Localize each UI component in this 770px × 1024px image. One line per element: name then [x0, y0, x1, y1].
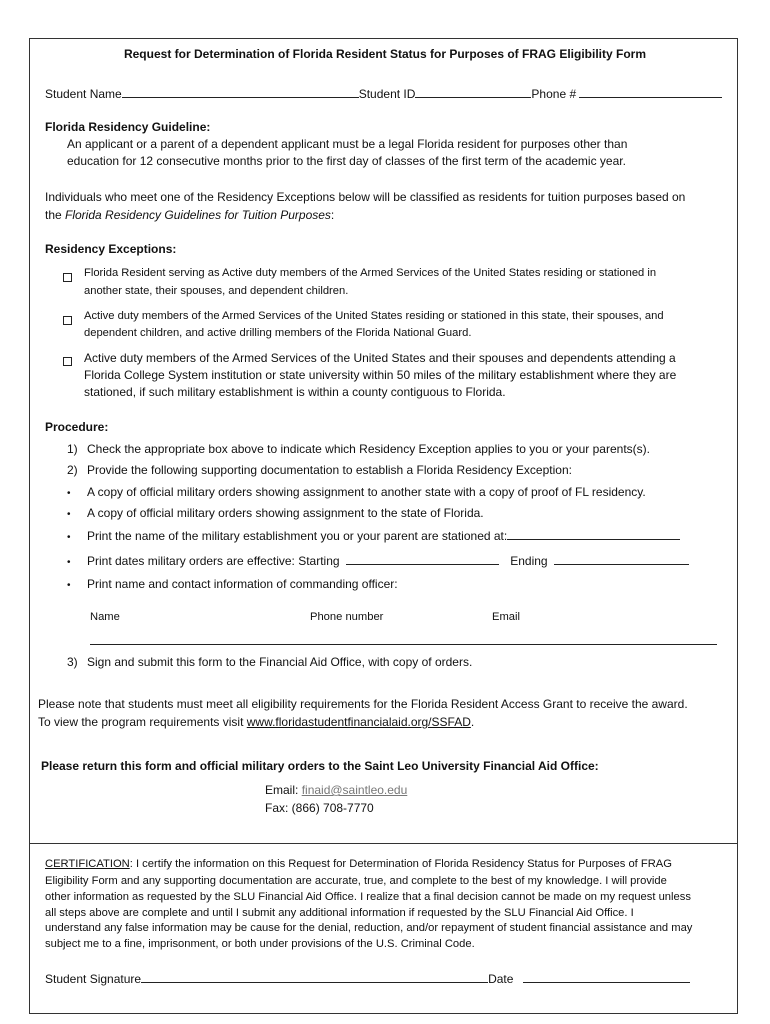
note-line2-suffix: . — [470, 715, 475, 729]
bullet-text: A copy of official military orders showing assignment to the state of Florida. — [87, 506, 484, 520]
guidelines-title: Florida Residency Guidelines for Tuition Purposes — [65, 208, 331, 222]
step-text: Provide the following supporting documentation to establish a Florida Residency Exception: — [87, 463, 572, 477]
guideline-line1: An applicant or a parent of a dependent applicant must be a legal Florida resident for purposes other than — [67, 137, 628, 151]
student-signature-field[interactable] — [141, 970, 488, 983]
exception-1-checkbox[interactable] — [63, 269, 72, 287]
officer-phone-label: Phone number — [310, 611, 384, 623]
intro-line1: Individuals who meet one of the Residency Exceptions below will be classified as residents for tuition purposes based on — [45, 190, 686, 204]
bullet-text: A copy of official military orders showing assignment to another state with a copy of proof of FL residency. — [87, 485, 646, 499]
ending-date-field[interactable] — [554, 552, 689, 565]
procedure-step-1 — [67, 442, 650, 456]
student-name-field[interactable] — [122, 85, 359, 98]
checkbox-icon — [63, 316, 72, 325]
intro-line2 — [45, 208, 334, 222]
certification-line2: Eligibility Form and any supporting documentation are accurate, true, and complete to the best of my knowledge. I will provide — [45, 875, 667, 887]
step-number: 2) — [67, 463, 78, 477]
guideline-line2: education for 12 consecutive months prior to the first day of classes of the first term of the academic year. — [67, 154, 626, 168]
military-establishment-field[interactable] — [507, 527, 680, 540]
note-line2-prefix: To view the program requirements visit — [38, 715, 247, 729]
officer-email-label: Email — [492, 611, 520, 623]
bullet-text: Print the name of the military establishment you or your parent are stationed at: — [87, 529, 508, 543]
procedure-step-3 — [67, 655, 472, 669]
checkbox-icon — [63, 357, 72, 366]
bullet-icon: • — [67, 580, 71, 591]
bullet-icon: • — [67, 557, 71, 568]
exception-2-line2: dependent children, and active drilling members of the Florida National Guard. — [84, 327, 472, 339]
procedure-heading: Procedure: — [45, 420, 109, 434]
signature-row — [45, 970, 690, 986]
date-label: Date — [488, 972, 514, 986]
exception-3-checkbox[interactable] — [63, 353, 72, 371]
step-number: 1) — [67, 442, 78, 456]
bullet-icon: • — [67, 488, 71, 499]
student-id-field[interactable] — [415, 85, 531, 98]
officer-contact-field[interactable] — [90, 644, 717, 645]
procedure-officer-row — [67, 577, 398, 591]
form-title-text: Request for Determination of Florida Resident Status for Purposes of FRAG Eligibility Form — [123, 47, 647, 61]
return-heading: Please return this form and official military orders to the Saint Leo University Financial Aid Office: — [41, 759, 599, 773]
procedure-bullet-3 — [67, 527, 680, 543]
email-label: Email: — [265, 783, 302, 797]
certification-line5: understand any false information may be cause for the denial, reduction, and/or repayment of student financial assistance and may — [45, 922, 693, 934]
certification-line3: other information as requested by the SLU Financial Aid Office. I realize that a final decision cannot be made on my request unless — [45, 891, 691, 903]
exception-2-line1: Active duty members of the Armed Services of the United States residing or stationed in this state, their spouses, and — [84, 310, 664, 322]
note-line1: Please note that students must meet all eligibility requirements for the Florida Resident Access Grant to receive the award. — [38, 697, 688, 711]
certification-line6: subject me to a fine, imprisonment, or both under provisions of the U.S. Criminal Code. — [45, 938, 475, 950]
certification-line4: all steps above are complete and until I submit any additional information if requested by the SLU Financial Aid Office. I — [45, 907, 634, 919]
intro-line2-suffix: : — [330, 208, 335, 222]
exception-1-line1: Florida Resident serving as Active duty members of the Armed Services of the United States residing or stationed in — [84, 267, 657, 279]
program-requirements-link[interactable]: www.floridastudentfinancialaid.org/SSFAD — [246, 715, 471, 729]
officer-name-label: Name — [90, 611, 120, 623]
procedure-step-2 — [67, 463, 572, 477]
step-text: Sign and submit this form to the Financial Aid Office, with copy of orders. — [87, 655, 473, 669]
note-line2 — [38, 715, 474, 729]
student-id-label: Student ID — [358, 87, 416, 101]
ending-label: Ending — [510, 554, 548, 568]
phone-label: Phone # — [531, 87, 577, 101]
financial-aid-email-link[interactable]: finaid@saintleo.edu — [301, 783, 408, 797]
guideline-heading: Florida Residency Guideline: — [45, 120, 211, 134]
section-divider — [29, 843, 738, 844]
exception-1-line2: another state, their spouses, and dependent children. — [84, 285, 349, 297]
exception-3-line1: Active duty members of the Armed Services of the United States and their spouses and dependents attending a — [84, 351, 676, 365]
procedure-bullet-2 — [67, 506, 484, 520]
exception-2-checkbox[interactable] — [63, 312, 72, 330]
form-title — [0, 47, 770, 61]
dates-label: Print dates military orders are effective: Starting — [87, 554, 340, 568]
certification-line1 — [45, 858, 672, 870]
starting-date-field[interactable] — [346, 552, 499, 565]
step-text: Check the appropriate box above to indicate which Residency Exception applies to you or your parents(s). — [87, 442, 650, 456]
certification-label: CERTIFICATION — [45, 858, 130, 870]
procedure-bullet-1 — [67, 485, 646, 499]
signature-date-field[interactable] — [523, 970, 690, 983]
exception-3-line2: Florida College System institution or state university within 50 miles of the military establishment where they are — [84, 368, 677, 382]
signature-label: Student Signature — [45, 972, 142, 986]
exceptions-heading: Residency Exceptions: — [45, 242, 177, 256]
officer-label: Print name and contact information of commanding officer: — [87, 577, 398, 591]
intro-line2-prefix: the — [45, 208, 66, 222]
exception-3-line3: stationed, if such military establishment is within a county contiguous to Florida. — [84, 385, 506, 399]
student-fields-row — [45, 85, 722, 101]
procedure-dates-row — [67, 552, 689, 568]
certification-line1-text: : I certify the information on this Request for Determination of Florida Residency Status for Purposes of FRAG — [129, 858, 672, 870]
contact-email-row — [265, 783, 407, 797]
checkbox-icon — [63, 273, 72, 282]
contact-fax: Fax: (866) 708-7770 — [265, 801, 374, 815]
student-name-label: Student Name — [45, 87, 122, 101]
step-number: 3) — [67, 655, 78, 669]
bullet-icon: • — [67, 509, 71, 520]
phone-field[interactable] — [579, 85, 722, 98]
bullet-icon: • — [67, 532, 71, 543]
